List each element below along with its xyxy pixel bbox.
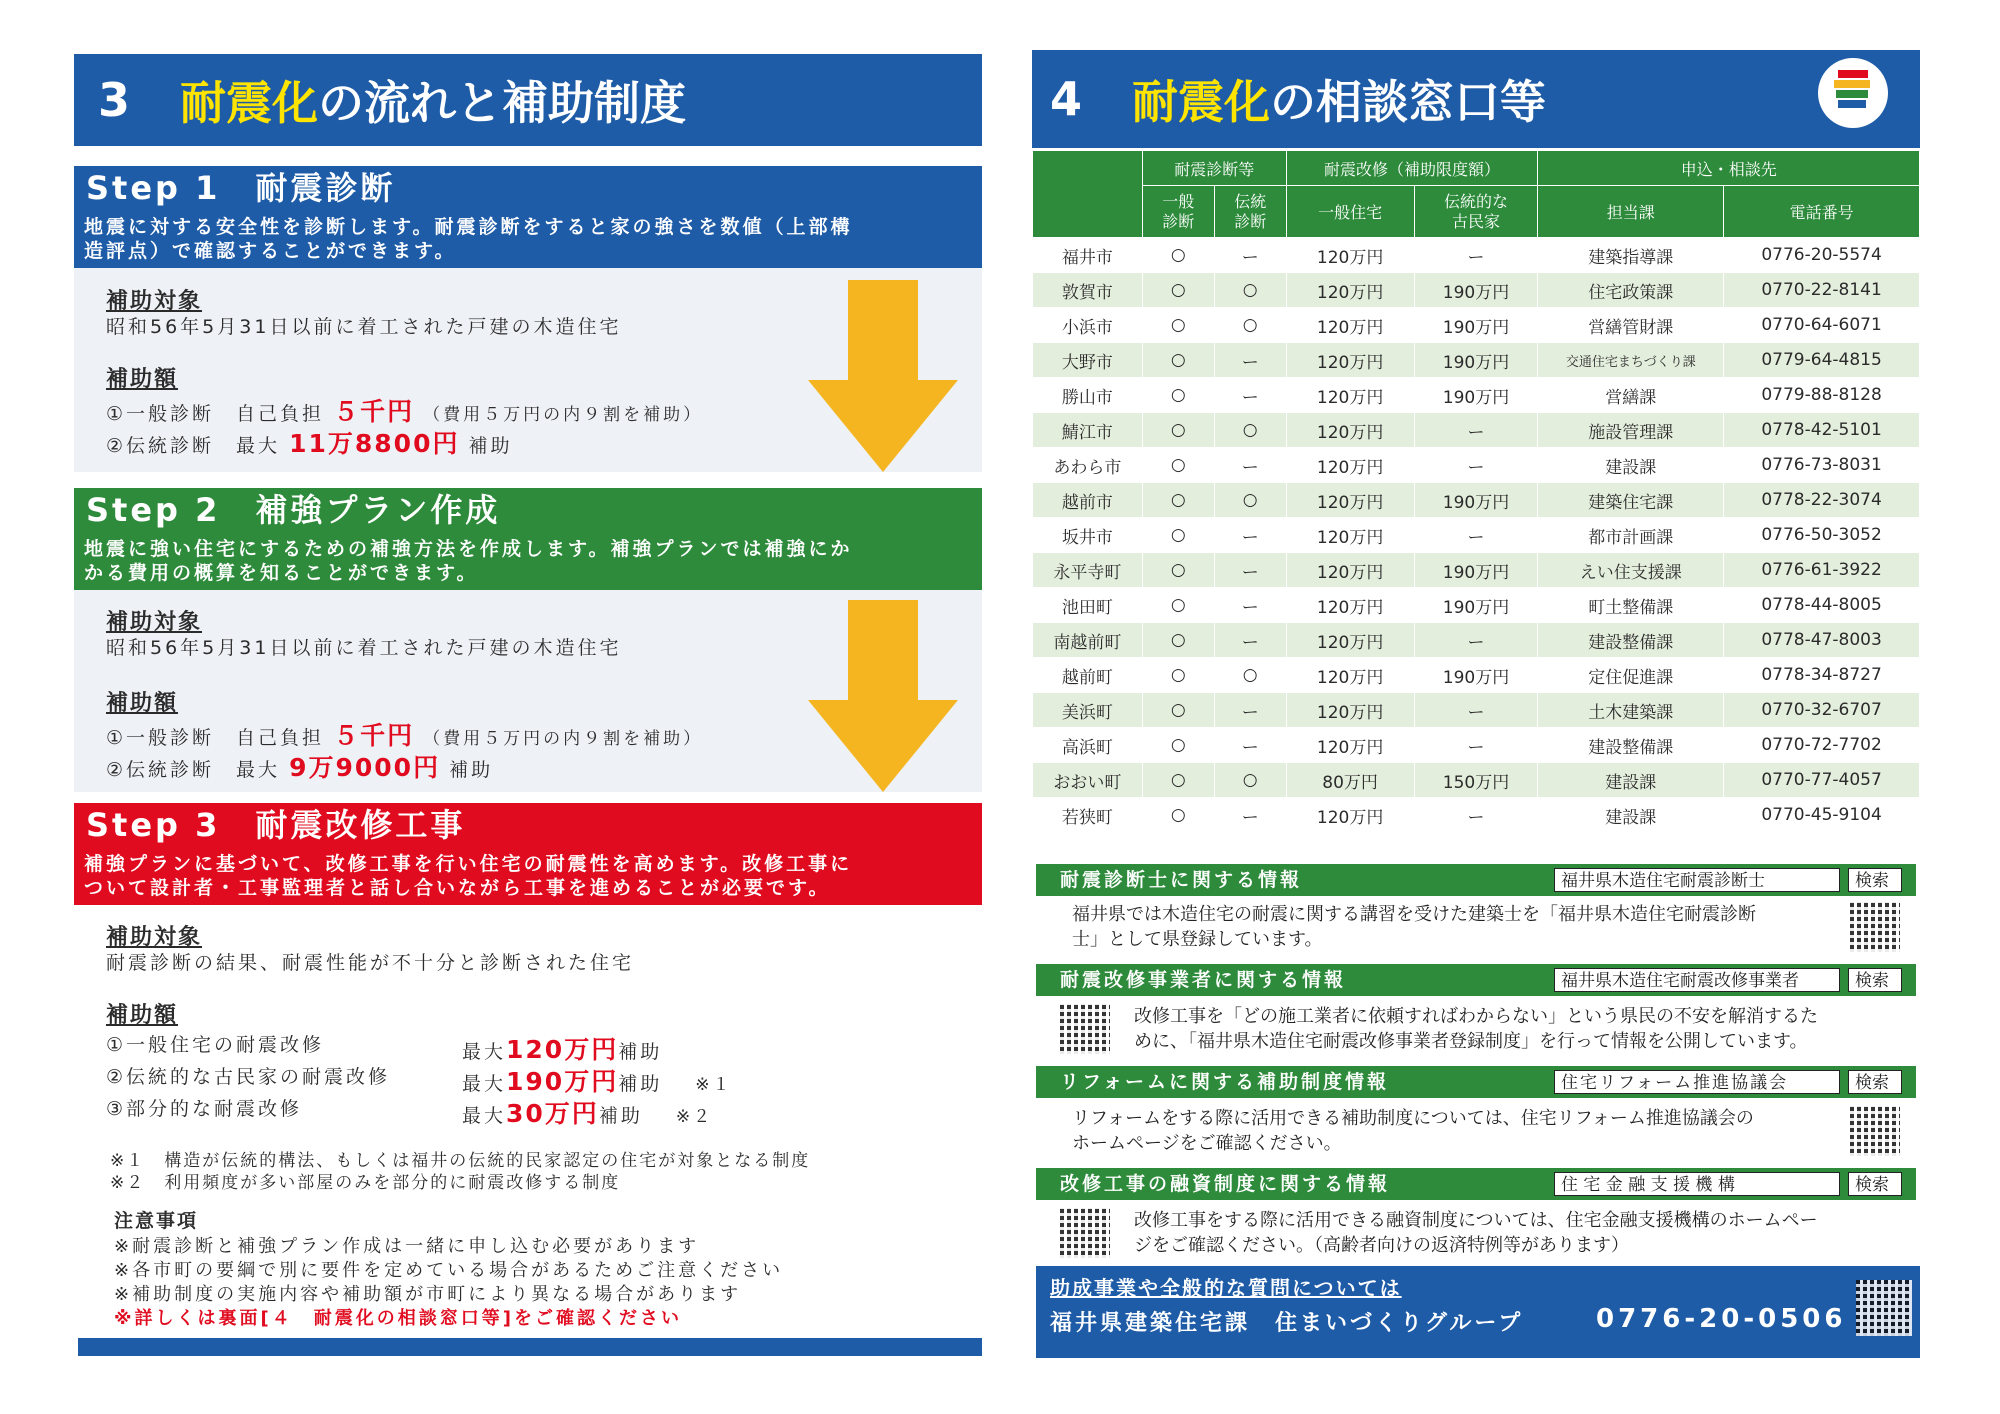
table-header-ippan-house: 一般住宅 (1286, 186, 1414, 238)
search-button-diagnostician[interactable]: 検索 (1848, 868, 1902, 892)
table-header-kominka: 伝統的な 古民家 (1414, 186, 1538, 238)
cell-tel[interactable]: 0779-88-8128 (1724, 378, 1920, 413)
section3-title-rest: の流れと補助制度 (318, 76, 687, 130)
step1-target-text: 昭和56年5月31日以前に着工された戸建の木造住宅 (106, 316, 622, 338)
cell-city: 大野市 (1033, 343, 1143, 378)
cell-ippan-house: 120万円 (1286, 518, 1414, 553)
step3-desc-line2: ついて設計者・工事監理者と話し合いながら工事を進めることが必要です。 (84, 877, 831, 899)
step3-amount-3-max: 最大 (462, 1105, 507, 1127)
cell-tel[interactable]: 0776-20-5574 (1724, 238, 1920, 273)
cell-dento-diag: ○ (1214, 273, 1286, 308)
cell-city: 美浜町 (1033, 693, 1143, 728)
table-row (1033, 623, 1920, 658)
table-row (1033, 308, 1920, 343)
info-text-reform (1072, 1106, 1754, 1156)
info-text-reform-1: リフォームをする際に活用できる補助制度については、住宅リフォーム推進協議会の (1072, 1108, 1754, 1129)
qr-code-icon[interactable] (1850, 902, 1900, 952)
cell-tel[interactable]: 0770-45-9104 (1724, 798, 1920, 833)
table-row (1033, 553, 1920, 588)
cell-kominka: 190万円 (1414, 378, 1538, 413)
step1-amount-1-num: ５千円 (333, 397, 415, 426)
step3-amount-label: 補助額 (106, 1003, 179, 1028)
cell-dept: 建設整備課 (1538, 623, 1724, 658)
caution-label: 注意事項 (114, 1210, 199, 1232)
table-row (1033, 343, 1920, 378)
cell-kominka: ー (1414, 238, 1538, 273)
cell-ippan-house: 80万円 (1286, 763, 1414, 798)
cell-tel[interactable]: 0778-34-8727 (1724, 658, 1920, 693)
cell-ippan-diag: ○ (1142, 483, 1214, 518)
section4-title-highlight: 耐震化 (1132, 75, 1271, 129)
cell-ippan-house: 120万円 (1286, 273, 1414, 308)
cell-dento-diag: ○ (1214, 658, 1286, 693)
cell-tel[interactable]: 0778-22-3074 (1724, 483, 1920, 518)
cell-tel[interactable]: 0770-77-4057 (1724, 763, 1920, 798)
step2-amount-1-num: ５千円 (333, 721, 415, 750)
step3-amount-1-post: 補助 (618, 1041, 663, 1063)
caution-red: ※詳しくは裏面[４ 耐震化の相談窓口等]をご確認ください (114, 1308, 682, 1329)
cell-dento-diag: ○ (1214, 763, 1286, 798)
section4-number: 4 (1050, 72, 1083, 126)
cell-city: 永平寺町 (1033, 553, 1143, 588)
step2-label: Step 2 補強プラン作成 (74, 488, 982, 532)
cell-dept: 建設課 (1538, 798, 1724, 833)
cell-kominka: 190万円 (1414, 308, 1538, 343)
cell-ippan-diag: ○ (1142, 378, 1214, 413)
cell-ippan-diag: ○ (1142, 658, 1214, 693)
cell-kominka: 190万円 (1414, 553, 1538, 588)
cell-kominka: ー (1414, 728, 1538, 763)
cell-dento-diag: ー (1214, 693, 1286, 728)
contact-question: 助成事業や全般的な質問については (1050, 1276, 1402, 1300)
step3-amount-3-note: ※２ (675, 1107, 714, 1127)
qr-code-icon[interactable] (1060, 1208, 1110, 1258)
cell-ippan-diag: ○ (1142, 448, 1214, 483)
cell-ippan-diag: ○ (1142, 308, 1214, 343)
table-row (1033, 728, 1920, 763)
caution-3: ※補助制度の実施内容や補助額が市町により異なる場合があります (114, 1284, 742, 1305)
cell-ippan-house: 120万円 (1286, 588, 1414, 623)
section3-title-highlight: 耐震化 (180, 76, 319, 130)
info-text-diagnostician-2: 士」として県登録しています。 (1072, 929, 1323, 950)
step3-target-label: 補助対象 (106, 925, 203, 950)
cell-ippan-diag: ○ (1142, 273, 1214, 308)
cell-tel[interactable]: 0770-32-6707 (1724, 693, 1920, 728)
cell-ippan-house: 120万円 (1286, 448, 1414, 483)
cell-tel[interactable]: 0778-44-8005 (1724, 588, 1920, 623)
info-text-diagnostician-1: 福井県では木造住宅の耐震に関する講習を受けた建築士を「福井県木造住宅耐震診断 (1072, 904, 1756, 925)
info-text-loan-1: 改修工事をする際に活用できる融資制度については、住宅金融支援機構のホームペー (1134, 1210, 1818, 1231)
cell-ippan-diag: ○ (1142, 763, 1214, 798)
info-title-reform: リフォームに関する補助制度情報 (1060, 1071, 1390, 1093)
info-text-loan (1134, 1208, 1818, 1258)
info-title-contractor: 耐震改修事業者に関する情報 (1060, 969, 1347, 991)
step1-amount-1-post: （費用５万円の内９割を補助） (423, 405, 704, 425)
step1-amount-1-pre: ①一般診断 自己負担 (106, 403, 325, 425)
qr-code-icon[interactable] (1060, 1004, 1110, 1054)
cell-ippan-diag: ○ (1142, 413, 1214, 448)
cell-dento-diag: ー (1214, 238, 1286, 273)
cell-ippan-diag: ○ (1142, 728, 1214, 763)
contact-org: 福井県建築住宅課 住まいづくりグループ (1050, 1311, 1524, 1336)
cell-kominka: 190万円 (1414, 343, 1538, 378)
cell-kominka: ー (1414, 448, 1538, 483)
step1-amount-label: 補助額 (106, 367, 179, 392)
step3-amount-1-pre: ①一般住宅の耐震改修 (106, 1034, 325, 1056)
search-box-diagnostician[interactable]: 福井県木造住宅耐震診断士 (1554, 868, 1840, 892)
cell-tel[interactable]: 0776-73-8031 (1724, 448, 1920, 483)
info-text-contractor-2: めに、「福井県木造住宅耐震改修事業者登録制度」を行って情報を公開しています。 (1134, 1031, 1808, 1052)
qr-code-icon[interactable] (1850, 1106, 1900, 1156)
cell-kominka: 150万円 (1414, 763, 1538, 798)
table-row (1033, 658, 1920, 693)
cell-dept: 営繕課 (1538, 378, 1724, 413)
cell-city: 勝山市 (1033, 378, 1143, 413)
cell-kominka: ー (1414, 798, 1538, 833)
cell-ippan-diag: ○ (1142, 623, 1214, 658)
cell-dept: 建設整備課 (1538, 728, 1724, 763)
cell-kominka: ー (1414, 413, 1538, 448)
cell-ippan-house: 120万円 (1286, 238, 1414, 273)
cell-ippan-diag: ○ (1142, 693, 1214, 728)
step3-amount-3-pre: ③部分的な耐震改修 (106, 1098, 303, 1120)
table-header-apply: 申込・相談先 (1538, 151, 1920, 186)
cell-dept: 定住促進課 (1538, 658, 1724, 693)
info-text-reform-2: ホームページをご確認ください。 (1072, 1133, 1342, 1154)
step3-desc-line1: 補強プランに基づいて、改修工事を行い住宅の耐震性を高めます。改修工事に (84, 853, 853, 875)
cell-tel[interactable]: 0776-50-3052 (1724, 518, 1920, 553)
step2-description (74, 532, 982, 590)
step1-amount-2-post: 補助 (468, 435, 513, 457)
cell-ippan-house: 120万円 (1286, 483, 1414, 518)
step3-amount-2-max: 最大 (462, 1073, 507, 1095)
mascot-logo-icon (1818, 58, 1888, 128)
qr-code-icon[interactable] (1856, 1280, 1912, 1336)
table-row (1033, 588, 1920, 623)
table-row (1033, 518, 1920, 553)
step3-amount-2-post: 補助 (618, 1073, 663, 1095)
step2-amount-2 (106, 748, 493, 784)
step1-desc-line1: 地震に対する安全性を診断します。耐震診断をすると家の強さを数値（上部構 (84, 216, 853, 238)
cell-city: 若狭町 (1033, 798, 1143, 833)
cell-dept: えい住支援課 (1538, 553, 1724, 588)
step1-desc-line2: 造評点）で確認することができます。 (84, 240, 457, 262)
info-text-contractor (1134, 1004, 1818, 1054)
table-header-ippan-diag: 一般 診断 (1142, 186, 1214, 238)
cell-dept: 建設課 (1538, 763, 1724, 798)
cell-dept: 土木建築課 (1538, 693, 1724, 728)
step3-target-text: 耐震診断の結果、耐震性能が不十分と診断された住宅 (106, 952, 635, 974)
section3-number: 3 (98, 73, 131, 127)
table-header-diag: 耐震診断等 (1142, 151, 1286, 186)
step1-amount-2-pre: ②伝統診断 最大 (106, 435, 281, 457)
search-button-reform[interactable]: 検索 (1848, 1070, 1902, 1094)
search-box-reform[interactable]: 住宅リフォーム推進協議会 (1554, 1070, 1840, 1094)
step2-desc-line1: 地震に強い住宅にするための補強方法を作成します。補強プランでは補強にか (84, 538, 853, 560)
table-row (1033, 273, 1920, 308)
cell-tel[interactable]: 0770-72-7702 (1724, 728, 1920, 763)
table-row (1033, 798, 1920, 833)
section4-title-rest: の相談窓口等 (1270, 75, 1547, 129)
cell-dept: 建築指導課 (1538, 238, 1724, 273)
cell-city: 高浜町 (1033, 728, 1143, 763)
contact-tel[interactable]: 0776-20-0506 (1596, 1304, 1847, 1334)
contact-footer (1036, 1266, 1920, 1358)
cell-dept: 住宅政策課 (1538, 273, 1724, 308)
table-row (1033, 448, 1920, 483)
cell-dento-diag: ○ (1214, 308, 1286, 343)
cell-ippan-diag: ○ (1142, 588, 1214, 623)
left-footer-bar (78, 1338, 982, 1356)
info-text-loan-2: ジをご確認ください。（高齢者向けの返済特例等があります） (1134, 1235, 1629, 1256)
search-box-loan[interactable]: 住 宅 金 融 支 援 機 構 (1554, 1172, 1840, 1196)
search-button-contractor[interactable]: 検索 (1848, 968, 1902, 992)
table-header-reno: 耐震改修（補助限度額） (1286, 151, 1538, 186)
table-header-corner (1033, 151, 1143, 238)
consultation-table (1032, 150, 1920, 833)
cell-kominka: 190万円 (1414, 658, 1538, 693)
step2-down-arrow-icon (808, 600, 958, 792)
cell-dento-diag: ー (1214, 553, 1286, 588)
cell-city: 越前町 (1033, 658, 1143, 693)
step3-amount-3-num: 30万円 (506, 1099, 599, 1128)
step2-amount-1-post: （費用５万円の内９割を補助） (423, 729, 704, 749)
table-row (1033, 693, 1920, 728)
table-header-tel: 電話番号 (1724, 186, 1920, 238)
step3-amount-1-num: 120万円 (506, 1035, 619, 1064)
cell-dento-diag: ー (1214, 448, 1286, 483)
step2-amount-label: 補助額 (106, 691, 179, 716)
cell-dept: 建設課 (1538, 448, 1724, 483)
step1-description (74, 210, 982, 268)
table-row (1033, 763, 1920, 798)
cell-dept: 営繕管財課 (1538, 308, 1724, 343)
cell-dept: 都市計画課 (1538, 518, 1724, 553)
step3-amount-1 (106, 1030, 806, 1064)
step3-amount-3-post: 補助 (598, 1105, 643, 1127)
section3-header (74, 54, 982, 146)
section4-header (1032, 50, 1920, 148)
cell-kominka: ー (1414, 623, 1538, 658)
table-row (1033, 413, 1920, 448)
cell-tel[interactable]: 0779-64-4815 (1724, 343, 1920, 378)
footnote-1: ※１ 構造が伝統的構法、もしくは福井の伝統的民家認定の住宅が対象となる制度 (110, 1151, 811, 1171)
cell-dept: 施設管理課 (1538, 413, 1724, 448)
cell-city: 敦賀市 (1033, 273, 1143, 308)
info-title-loan: 改修工事の融資制度に関する情報 (1060, 1173, 1391, 1195)
cell-dept: 建築住宅課 (1538, 483, 1724, 518)
step3-amount-2-num: 190万円 (506, 1067, 619, 1096)
step1-amount-2-num: 11万8800円 (289, 429, 460, 458)
step3-description (74, 847, 982, 905)
step2-amount-1-pre: ①一般診断 自己負担 (106, 727, 325, 749)
table-row (1033, 238, 1920, 273)
step1-target-label: 補助対象 (106, 289, 203, 314)
cell-ippan-diag: ○ (1142, 343, 1214, 378)
step3-amount-3 (106, 1094, 806, 1128)
caution-2: ※各市町の要綱で別に要件を定めている場合があるためご注意ください (114, 1260, 784, 1281)
cell-ippan-diag: ○ (1142, 518, 1214, 553)
cell-ippan-house: 120万円 (1286, 623, 1414, 658)
cell-tel[interactable]: 0770-64-6071 (1724, 308, 1920, 343)
table-row (1033, 483, 1920, 518)
cell-ippan-house: 120万円 (1286, 553, 1414, 588)
cell-kominka: 190万円 (1414, 588, 1538, 623)
cell-tel[interactable]: 0770-22-8141 (1724, 273, 1920, 308)
info-text-contractor-1: 改修工事を「どの施工業者に依頼すればわからない」という県民の不安を解消するた (1134, 1006, 1818, 1027)
cell-city: 池田町 (1033, 588, 1143, 623)
search-box-contractor[interactable]: 福井県木造住宅耐震改修事業者 (1554, 968, 1840, 992)
step1-amount-2 (106, 424, 513, 460)
cell-ippan-diag: ○ (1142, 238, 1214, 273)
step2-amount-2-pre: ②伝統診断 最大 (106, 759, 281, 781)
info-title-diagnostician: 耐震診断士に関する情報 (1060, 869, 1303, 891)
cell-city: 小浜市 (1033, 308, 1143, 343)
cell-city: 坂井市 (1033, 518, 1143, 553)
table-header-dept: 担当課 (1538, 186, 1724, 238)
cell-dento-diag: ○ (1214, 483, 1286, 518)
cell-kominka: 190万円 (1414, 273, 1538, 308)
cell-dento-diag: ー (1214, 518, 1286, 553)
cell-ippan-house: 120万円 (1286, 798, 1414, 833)
cell-dept: 交通住宅まちづくり課 (1538, 343, 1724, 378)
step3-amount-2-note: ※１ (695, 1075, 733, 1095)
step3-amount-2 (106, 1062, 806, 1096)
cell-tel[interactable]: 0776-61-3922 (1724, 553, 1920, 588)
step3-amount-1-max: 最大 (462, 1041, 507, 1063)
cell-dept: 町土整備課 (1538, 588, 1724, 623)
step1-down-arrow-icon (808, 280, 958, 472)
step2-desc-line2: かる費用の概算を知ることができます。 (84, 562, 479, 584)
step2-target-text: 昭和56年5月31日以前に着工された戸建の木造住宅 (106, 637, 622, 659)
cell-city: おおい町 (1033, 763, 1143, 798)
cell-dento-diag: ー (1214, 378, 1286, 413)
cell-ippan-house: 120万円 (1286, 693, 1414, 728)
cell-city: 越前市 (1033, 483, 1143, 518)
cell-dento-diag: ー (1214, 798, 1286, 833)
cell-kominka: ー (1414, 518, 1538, 553)
footnote-2: ※２ 利用頻度が多い部屋のみを部分的に耐震改修する制度 (110, 1173, 621, 1193)
cell-ippan-house: 120万円 (1286, 378, 1414, 413)
search-button-loan[interactable]: 検索 (1848, 1172, 1902, 1196)
cell-ippan-house: 120万円 (1286, 413, 1414, 448)
cell-dento-diag: ー (1214, 343, 1286, 378)
cell-city: 鯖江市 (1033, 413, 1143, 448)
table-header-dento-diag: 伝統 診断 (1214, 186, 1286, 238)
cell-ippan-house: 120万円 (1286, 308, 1414, 343)
cell-tel[interactable]: 0778-42-5101 (1724, 413, 1920, 448)
step2-target-label: 補助対象 (106, 610, 203, 635)
cell-ippan-diag: ○ (1142, 798, 1214, 833)
cell-dento-diag: ー (1214, 728, 1286, 763)
cell-city: あわら市 (1033, 448, 1143, 483)
cell-kominka: 190万円 (1414, 483, 1538, 518)
cell-tel[interactable]: 0778-47-8003 (1724, 623, 1920, 658)
cell-dento-diag: ○ (1214, 413, 1286, 448)
cell-ippan-house: 120万円 (1286, 343, 1414, 378)
step2-amount-2-num: 9万9000円 (289, 753, 441, 782)
cell-city: 福井市 (1033, 238, 1143, 273)
step3-amount-2-pre: ②伝統的な古民家の耐震改修 (106, 1066, 391, 1088)
cell-city: 南越前町 (1033, 623, 1143, 658)
step2-amount-2-post: 補助 (449, 759, 494, 781)
cell-ippan-house: 120万円 (1286, 728, 1414, 763)
step3-label: Step 3 耐震改修工事 (74, 803, 982, 847)
cell-kominka: ー (1414, 693, 1538, 728)
info-text-diagnostician (1072, 902, 1756, 952)
cell-ippan-house: 120万円 (1286, 658, 1414, 693)
cell-dento-diag: ー (1214, 623, 1286, 658)
step1-label: Step 1 耐震診断 (74, 166, 982, 210)
cell-ippan-diag: ○ (1142, 553, 1214, 588)
step2-amount-1 (106, 716, 703, 752)
table-row (1033, 378, 1920, 413)
step1-amount-1 (106, 392, 703, 428)
caution-1: ※耐震診断と補強プラン作成は一緒に申し込む必要があります (114, 1236, 700, 1257)
cell-dento-diag: ー (1214, 588, 1286, 623)
